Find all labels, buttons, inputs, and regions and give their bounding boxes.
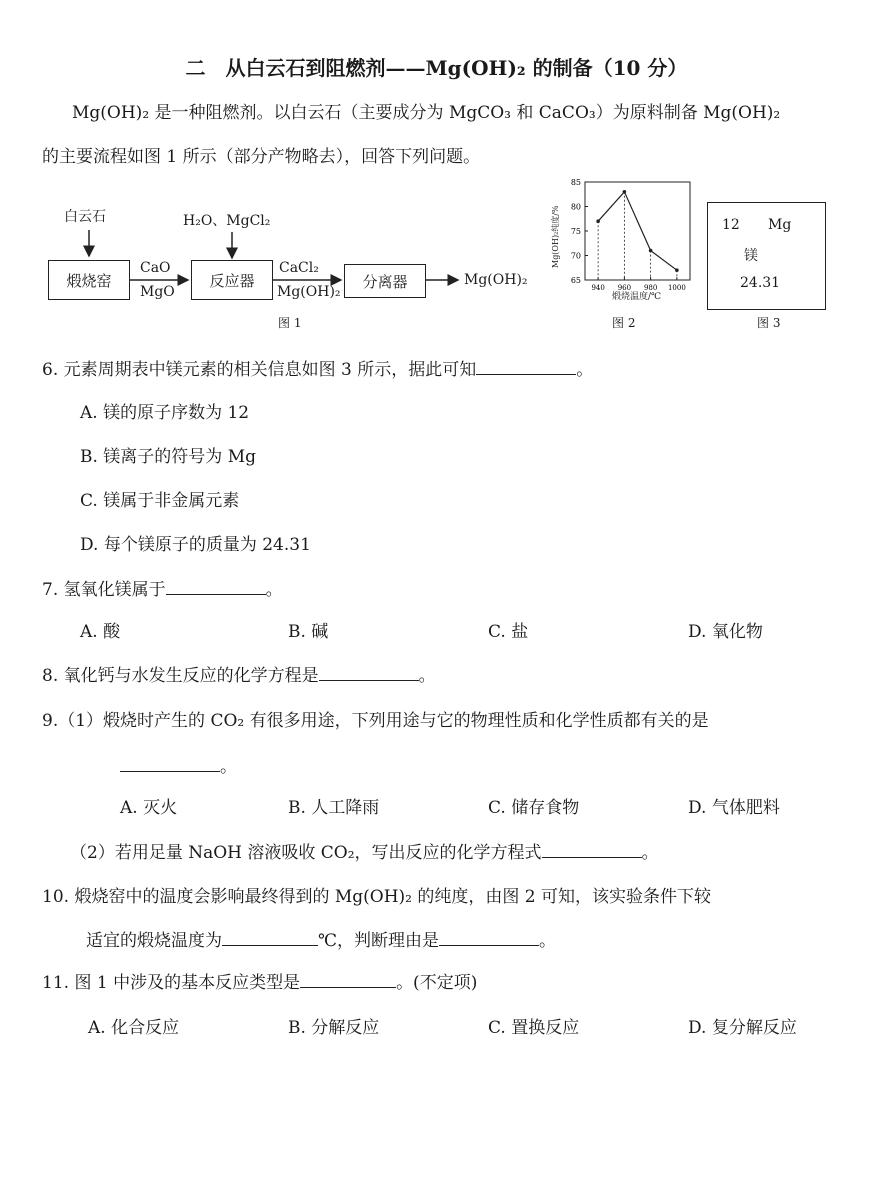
q9-option-b: B. 人工降雨: [288, 798, 380, 818]
data-point: [596, 219, 600, 223]
q7-end: 。: [265, 580, 283, 600]
q11-end: 。(不定项): [396, 973, 478, 993]
element-symbol: Mg: [768, 217, 792, 233]
q11-stem: 11. 图 1 中涉及的基本反应类型是: [42, 973, 301, 993]
q7-stem: 7. 氢氧化镁属于: [42, 580, 166, 600]
flow-input-water: H₂O、MgCl₂: [183, 213, 271, 229]
q6-blank[interactable]: [476, 373, 576, 375]
question-9-part-1: 9.（1）煅烧时产生的 CO₂ 有很多用途，下列用途与它的物理性质和化学性质都有关的是: [42, 711, 709, 731]
q11-option-c: C. 置换反应: [488, 1018, 580, 1038]
q6-end: 。: [576, 360, 594, 380]
q6-stem: 6. 元素周期表中镁元素的相关信息如图 3 所示，据此可知: [42, 360, 477, 380]
q8-end: 。: [418, 666, 436, 686]
y-tick-label: 75: [570, 227, 581, 236]
box-kiln: 煅烧窑: [48, 260, 130, 300]
q9-answer-line: [120, 752, 237, 777]
y-tick-label: 65: [570, 276, 581, 285]
chart-xlabel: 煅烧温度/℃: [612, 292, 662, 302]
q7-blank[interactable]: [166, 593, 266, 595]
q11-option-d: D. 复分解反应: [688, 1018, 797, 1038]
y-tick-label: 80: [570, 202, 581, 212]
x-tick-label: 980: [643, 284, 658, 292]
box-reactor: 反应器: [191, 260, 273, 300]
flow-mgoh2-mid: Mg(OH)₂: [277, 284, 341, 300]
q10-text-c: 。: [539, 931, 557, 951]
q7-option-c: C. 盐: [488, 622, 529, 642]
q10-text-b: ℃，判断理由是: [318, 931, 440, 951]
q9-part2-stem: （2）若用足量 NaOH 溶液吸收 CO₂，写出反应的化学方程式: [70, 843, 542, 863]
question-9-part-2: [70, 838, 659, 863]
element-number: 12: [722, 217, 740, 233]
series-line: [598, 192, 677, 270]
x-tick-label: 940: [591, 284, 605, 292]
figure-3-caption: 图 3: [757, 316, 781, 330]
figure-1-caption: 图 1: [278, 316, 302, 330]
q7-option-a: A. 酸: [80, 622, 121, 642]
question-6: [42, 355, 593, 380]
q8-blank[interactable]: [319, 679, 419, 681]
question-7: [42, 575, 283, 600]
question-10-line-1: 10. 煅烧窑中的温度会影响最终得到的 Mg(OH)₂ 的纯度，由图 2 可知，该实验条件下较: [42, 887, 712, 907]
y-tick-label: 85: [570, 178, 581, 187]
y-tick-label: 70: [570, 251, 581, 261]
q11-option-a: A. 化合反应: [88, 1018, 180, 1038]
data-point: [675, 268, 679, 272]
x-tick-label: 1000: [667, 284, 686, 292]
q9-part2-blank[interactable]: [542, 856, 642, 858]
q6-option-c: C. 镁属于非金属元素: [80, 491, 240, 511]
element-name: 镁: [744, 248, 758, 264]
q9-blank[interactable]: [120, 770, 220, 772]
q6-option-b: B. 镁离子的符号为 Mg: [80, 447, 256, 467]
q7-option-d: D. 氧化物: [688, 622, 763, 642]
flow-input-dolomite: 白云石: [64, 209, 106, 225]
question-10-line-2: [86, 926, 556, 951]
q9-option-c: C. 储存食物: [488, 798, 580, 818]
question-11: [42, 968, 477, 993]
q6-option-d: D. 每个镁原子的质量为 24.31: [80, 535, 311, 555]
data-point: [649, 249, 653, 253]
flow-mgo: MgO: [140, 284, 175, 300]
q11-option-b: B. 分解反应: [288, 1018, 380, 1038]
q9-option-a: A. 灭火: [120, 798, 178, 818]
q10-blank-temperature[interactable]: [222, 944, 318, 946]
x-tick-label: 960: [617, 284, 632, 292]
q11-blank[interactable]: [300, 986, 396, 988]
q10-blank-reason[interactable]: [439, 944, 539, 946]
q8-stem: 8. 氧化钙与水发生反应的化学方程是: [42, 666, 319, 686]
intro-line-2: 的主要流程如图 1 所示（部分产物略去），回答下列问题。: [42, 147, 481, 167]
box-separator: 分离器: [344, 264, 426, 298]
element-card: [707, 202, 826, 310]
question-8: [42, 661, 436, 686]
section-title: 二 从白云石到阻燃剂——Mg(OH)₂ 的制备（10 分）: [185, 56, 688, 80]
intro-line-1: Mg(OH)₂ 是一种阻燃剂。以白云石（主要成分为 MgCO₃ 和 CaCO₃）为原料制备 Mg(OH)₂: [72, 103, 781, 123]
q6-option-a: A. 镁的原子序数为 12: [80, 403, 250, 423]
data-point: [623, 190, 627, 194]
figure-2-caption: 图 2: [612, 316, 636, 330]
q10-text-a: 适宜的煅烧温度为: [86, 931, 222, 951]
q9-option-d: D. 气体肥料: [688, 798, 780, 818]
element-mass: 24.31: [740, 275, 781, 291]
q9-end: 。: [220, 757, 237, 777]
flow-cao: CaO: [140, 260, 171, 276]
flow-cacl2: CaCl₂: [279, 260, 319, 276]
plot-frame: [585, 182, 690, 280]
chart-ylabel: Mg(OH)₂纯度/%: [551, 205, 560, 268]
chart-svg: [545, 172, 700, 307]
q9-part2-end: 。: [641, 843, 659, 863]
flow-output: Mg(OH)₂: [464, 272, 528, 288]
q7-option-b: B. 碱: [288, 622, 329, 642]
